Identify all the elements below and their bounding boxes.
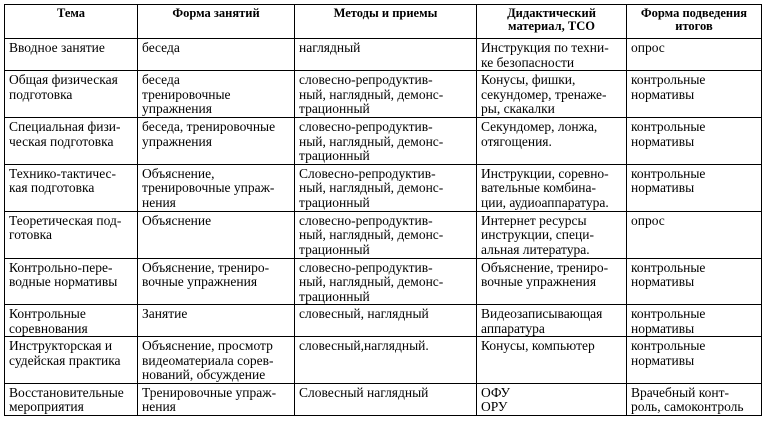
- cell-didactic-material: Интернет ресурсы инструкции, специ- альная литература.: [477, 211, 627, 258]
- cell-lesson-form: беседа, тренировочные упражнения: [138, 118, 295, 165]
- cell-topic: Теоретическая под- готовка: [5, 211, 138, 258]
- table-row: [5, 383, 762, 415]
- cell-methods: словесный,наглядный.: [295, 337, 477, 384]
- cell-summary-form: опрос: [627, 39, 762, 71]
- header-topic: Тема: [5, 5, 138, 39]
- header-didactic-material: Дидактический материал, ТСО: [477, 5, 627, 39]
- cell-lesson-form: беседа тренировочные упражнения: [138, 71, 295, 118]
- cell-methods: словесный, наглядный: [295, 305, 477, 337]
- cell-summary-form: контрольные нормативы: [627, 258, 762, 305]
- table-row: [5, 164, 762, 211]
- cell-didactic-material: ОФУ ОРУ: [477, 383, 627, 415]
- cell-didactic-material: Инструкции, соревно- вательные комбина- ции, аудиоаппаратура.: [477, 164, 627, 211]
- cell-methods: словесно-репродуктив- ный, наглядный, демонс- трационный: [295, 118, 477, 165]
- cell-lesson-form: беседа: [138, 39, 295, 71]
- cell-summary-form: контрольные нормативы: [627, 337, 762, 384]
- header-methods: Методы и приемы: [295, 5, 477, 39]
- table-row: [5, 118, 762, 165]
- cell-lesson-form: Занятие: [138, 305, 295, 337]
- table-row: [5, 305, 762, 337]
- cell-summary-form: контрольные нормативы: [627, 71, 762, 118]
- header-lesson-form: Форма занятий: [138, 5, 295, 39]
- cell-didactic-material: Конусы, фишки, секундомер, тренаже- ры, скакалки: [477, 71, 627, 118]
- cell-didactic-material: Конусы, компьютер: [477, 337, 627, 384]
- cell-didactic-material: Секундомер, лонжа, отягощения.: [477, 118, 627, 165]
- cell-topic: Контрольные соревнования: [5, 305, 138, 337]
- header-summary-form: Форма подведения итогов: [627, 5, 762, 39]
- cell-lesson-form: Объяснение, просмотр видеоматериала сорев- нований, обсуждение: [138, 337, 295, 384]
- table-row: [5, 337, 762, 384]
- cell-topic: Общая физическая подготовка: [5, 71, 138, 118]
- cell-methods: наглядный: [295, 39, 477, 71]
- cell-didactic-material: Объяснение, трениро- вочные упражнения: [477, 258, 627, 305]
- curriculum-table: [4, 4, 762, 416]
- cell-lesson-form: Объяснение, тренировочные упраж- нения: [138, 164, 295, 211]
- cell-topic: Контрольно-пере- водные нормативы: [5, 258, 138, 305]
- cell-lesson-form: Объяснение, трениро- вочные упражнения: [138, 258, 295, 305]
- cell-methods: словесно-репродуктив- ный, наглядный, демонс- трационный: [295, 71, 477, 118]
- cell-lesson-form: Объяснение: [138, 211, 295, 258]
- table-row: [5, 71, 762, 118]
- cell-topic: Инструкторская и судейская практика: [5, 337, 138, 384]
- cell-lesson-form: Тренировочные упраж- нения: [138, 383, 295, 415]
- table-row: [5, 39, 762, 71]
- cell-summary-form: контрольные нормативы: [627, 164, 762, 211]
- cell-methods: словесно-репродуктив- ный, наглядный, демонс- трационный: [295, 258, 477, 305]
- cell-methods: словесно-репродуктив- ный, наглядный, демонс- трационный: [295, 211, 477, 258]
- table-row: [5, 258, 762, 305]
- table-row: [5, 211, 762, 258]
- cell-didactic-material: Инструкция по техни- ке безопасности: [477, 39, 627, 71]
- cell-topic: Восстановительные мероприятия: [5, 383, 138, 415]
- cell-topic: Специальная физи- ческая подготовка: [5, 118, 138, 165]
- header-row: [5, 5, 762, 39]
- cell-summary-form: контрольные нормативы: [627, 305, 762, 337]
- cell-summary-form: опрос: [627, 211, 762, 258]
- cell-topic: Вводное занятие: [5, 39, 138, 71]
- cell-summary-form: контрольные нормативы: [627, 118, 762, 165]
- cell-summary-form: Врачебный конт- роль, самоконтроль: [627, 383, 762, 415]
- cell-topic: Технико-тактичес- кая подготовка: [5, 164, 138, 211]
- cell-methods: Словесно-репродуктив- ный, наглядный, демонс- трационный: [295, 164, 477, 211]
- cell-methods: Словесный наглядный: [295, 383, 477, 415]
- cell-didactic-material: Видеозаписывающая аппаратура: [477, 305, 627, 337]
